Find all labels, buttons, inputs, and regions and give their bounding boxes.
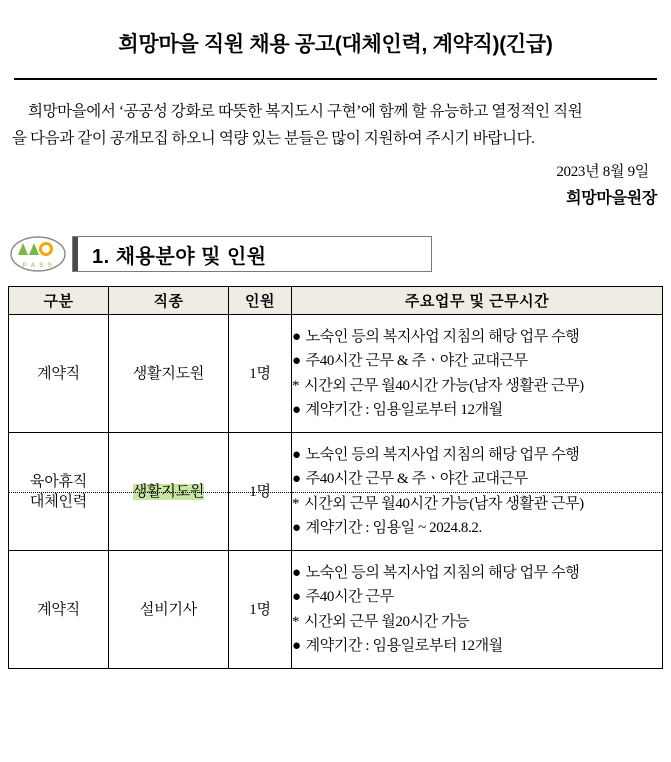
cell-count: 1명	[229, 551, 292, 669]
intro-paragraph	[8, 98, 663, 152]
document-page	[0, 28, 671, 762]
duty-item	[292, 325, 662, 349]
strikethrough-line	[9, 492, 108, 493]
duty-text: 계약기간 : 임용일로부터 12개월	[305, 402, 503, 419]
duty-bullet: *	[292, 495, 300, 512]
duty-text: 시간외 근무 월20시간 가능	[304, 613, 470, 630]
table-row	[9, 433, 663, 551]
section-title-box	[72, 236, 432, 272]
duty-text: 주40시간 근무 & 주ㆍ야간 교대근무	[305, 471, 528, 488]
duty-bullet: *	[292, 377, 300, 394]
cell-job-highlighted: 생활지도원	[132, 483, 205, 500]
duty-text: 시간외 근무 월40시간 가능(남자 생활관 근무)	[304, 377, 584, 394]
duty-text: 노숙인 등의 복지사업 지침의 해당 업무 수행	[305, 447, 580, 464]
cell-job	[109, 433, 229, 551]
duty-bullet: ●	[292, 565, 301, 582]
duty-text: 계약기간 : 임용일로부터 12개월	[305, 638, 503, 655]
duty-item	[292, 585, 662, 609]
duty-item	[292, 634, 662, 658]
cell-duties	[292, 433, 663, 551]
table-row	[9, 315, 663, 433]
cell-gubun: 계약직	[9, 551, 109, 669]
duty-item	[292, 443, 662, 467]
duty-text: 주40시간 근무 & 주ㆍ야간 교대근무	[305, 353, 528, 370]
section-heading	[8, 234, 663, 274]
cell-job: 설비기사	[109, 551, 229, 669]
cell-gubun	[9, 433, 109, 551]
table-header-row	[9, 287, 663, 315]
duty-bullet: ●	[292, 329, 301, 346]
duty-item	[292, 398, 662, 422]
cell-gubun-line1: 육아휴직	[29, 473, 88, 490]
duty-bullet: *	[292, 613, 300, 630]
page-title: 희망마을 직원 채용 공고(대체인력, 계약직)(긴급)	[118, 33, 553, 56]
column-header-gubun: 구분	[9, 287, 109, 315]
cell-count	[229, 433, 292, 551]
cell-duties	[292, 551, 663, 669]
duty-text: 시간외 근무 월40시간 가능(남자 생활관 근무)	[304, 495, 584, 512]
duty-bullet: ●	[292, 589, 301, 606]
cell-gubun-line2: 대체인력	[29, 493, 88, 510]
duty-text: 계약기간 : 임용일 ~ 2024.8.2.	[305, 520, 482, 537]
duty-bullet: ●	[292, 402, 301, 419]
duty-text: 주40시간 근무	[305, 589, 394, 606]
cell-duties	[292, 315, 663, 433]
mmo-pass-logo-icon	[10, 235, 66, 273]
duty-bullet: ●	[292, 447, 301, 464]
intro-line-2: 을 다음과 같이 공개모집 하오니 역량 있는 분들은 많이 지원하여 주시기 바랍니다.	[12, 130, 535, 148]
svg-text:P A S S: P A S S	[22, 263, 54, 270]
column-header-count: 인원	[229, 287, 292, 315]
cell-job: 생활지도원	[109, 315, 229, 433]
duty-text: 노숙인 등의 복지사업 지침의 해당 업무 수행	[305, 565, 580, 582]
column-header-duties: 주요업무 및 근무시간	[292, 287, 663, 315]
duty-text: 노숙인 등의 복지사업 지침의 해당 업무 수행	[305, 329, 580, 346]
table-row	[9, 551, 663, 669]
duty-item	[292, 516, 662, 540]
section-title: 1. 채용분야 및 인원	[92, 245, 267, 268]
cell-count-text: 1명	[249, 483, 271, 500]
title-divider	[14, 78, 657, 80]
duty-bullet: ●	[292, 638, 301, 655]
cell-count: 1명	[229, 315, 292, 433]
duty-item	[292, 492, 662, 516]
table-head	[9, 287, 663, 315]
cell-gubun: 계약직	[9, 315, 109, 433]
recruitment-table	[8, 286, 663, 669]
duty-bullet: ●	[292, 471, 301, 488]
document-date: 2023년 8월 9일	[556, 164, 649, 181]
document-organization: 희망마을원장	[566, 190, 657, 208]
duty-item	[292, 467, 662, 491]
intro-line-1: 희망마을에서 ‘공공성 강화로 따뜻한 복지도시 구현’에 함께 할 유능하고 열정적인 직원	[28, 103, 583, 120]
duty-bullet: ●	[292, 353, 301, 370]
duty-bullet: ●	[292, 520, 301, 537]
column-header-job: 직종	[109, 287, 229, 315]
table-body	[9, 315, 663, 669]
duty-item	[292, 610, 662, 634]
duty-item	[292, 374, 662, 398]
duty-item	[292, 349, 662, 373]
duty-item	[292, 561, 662, 585]
